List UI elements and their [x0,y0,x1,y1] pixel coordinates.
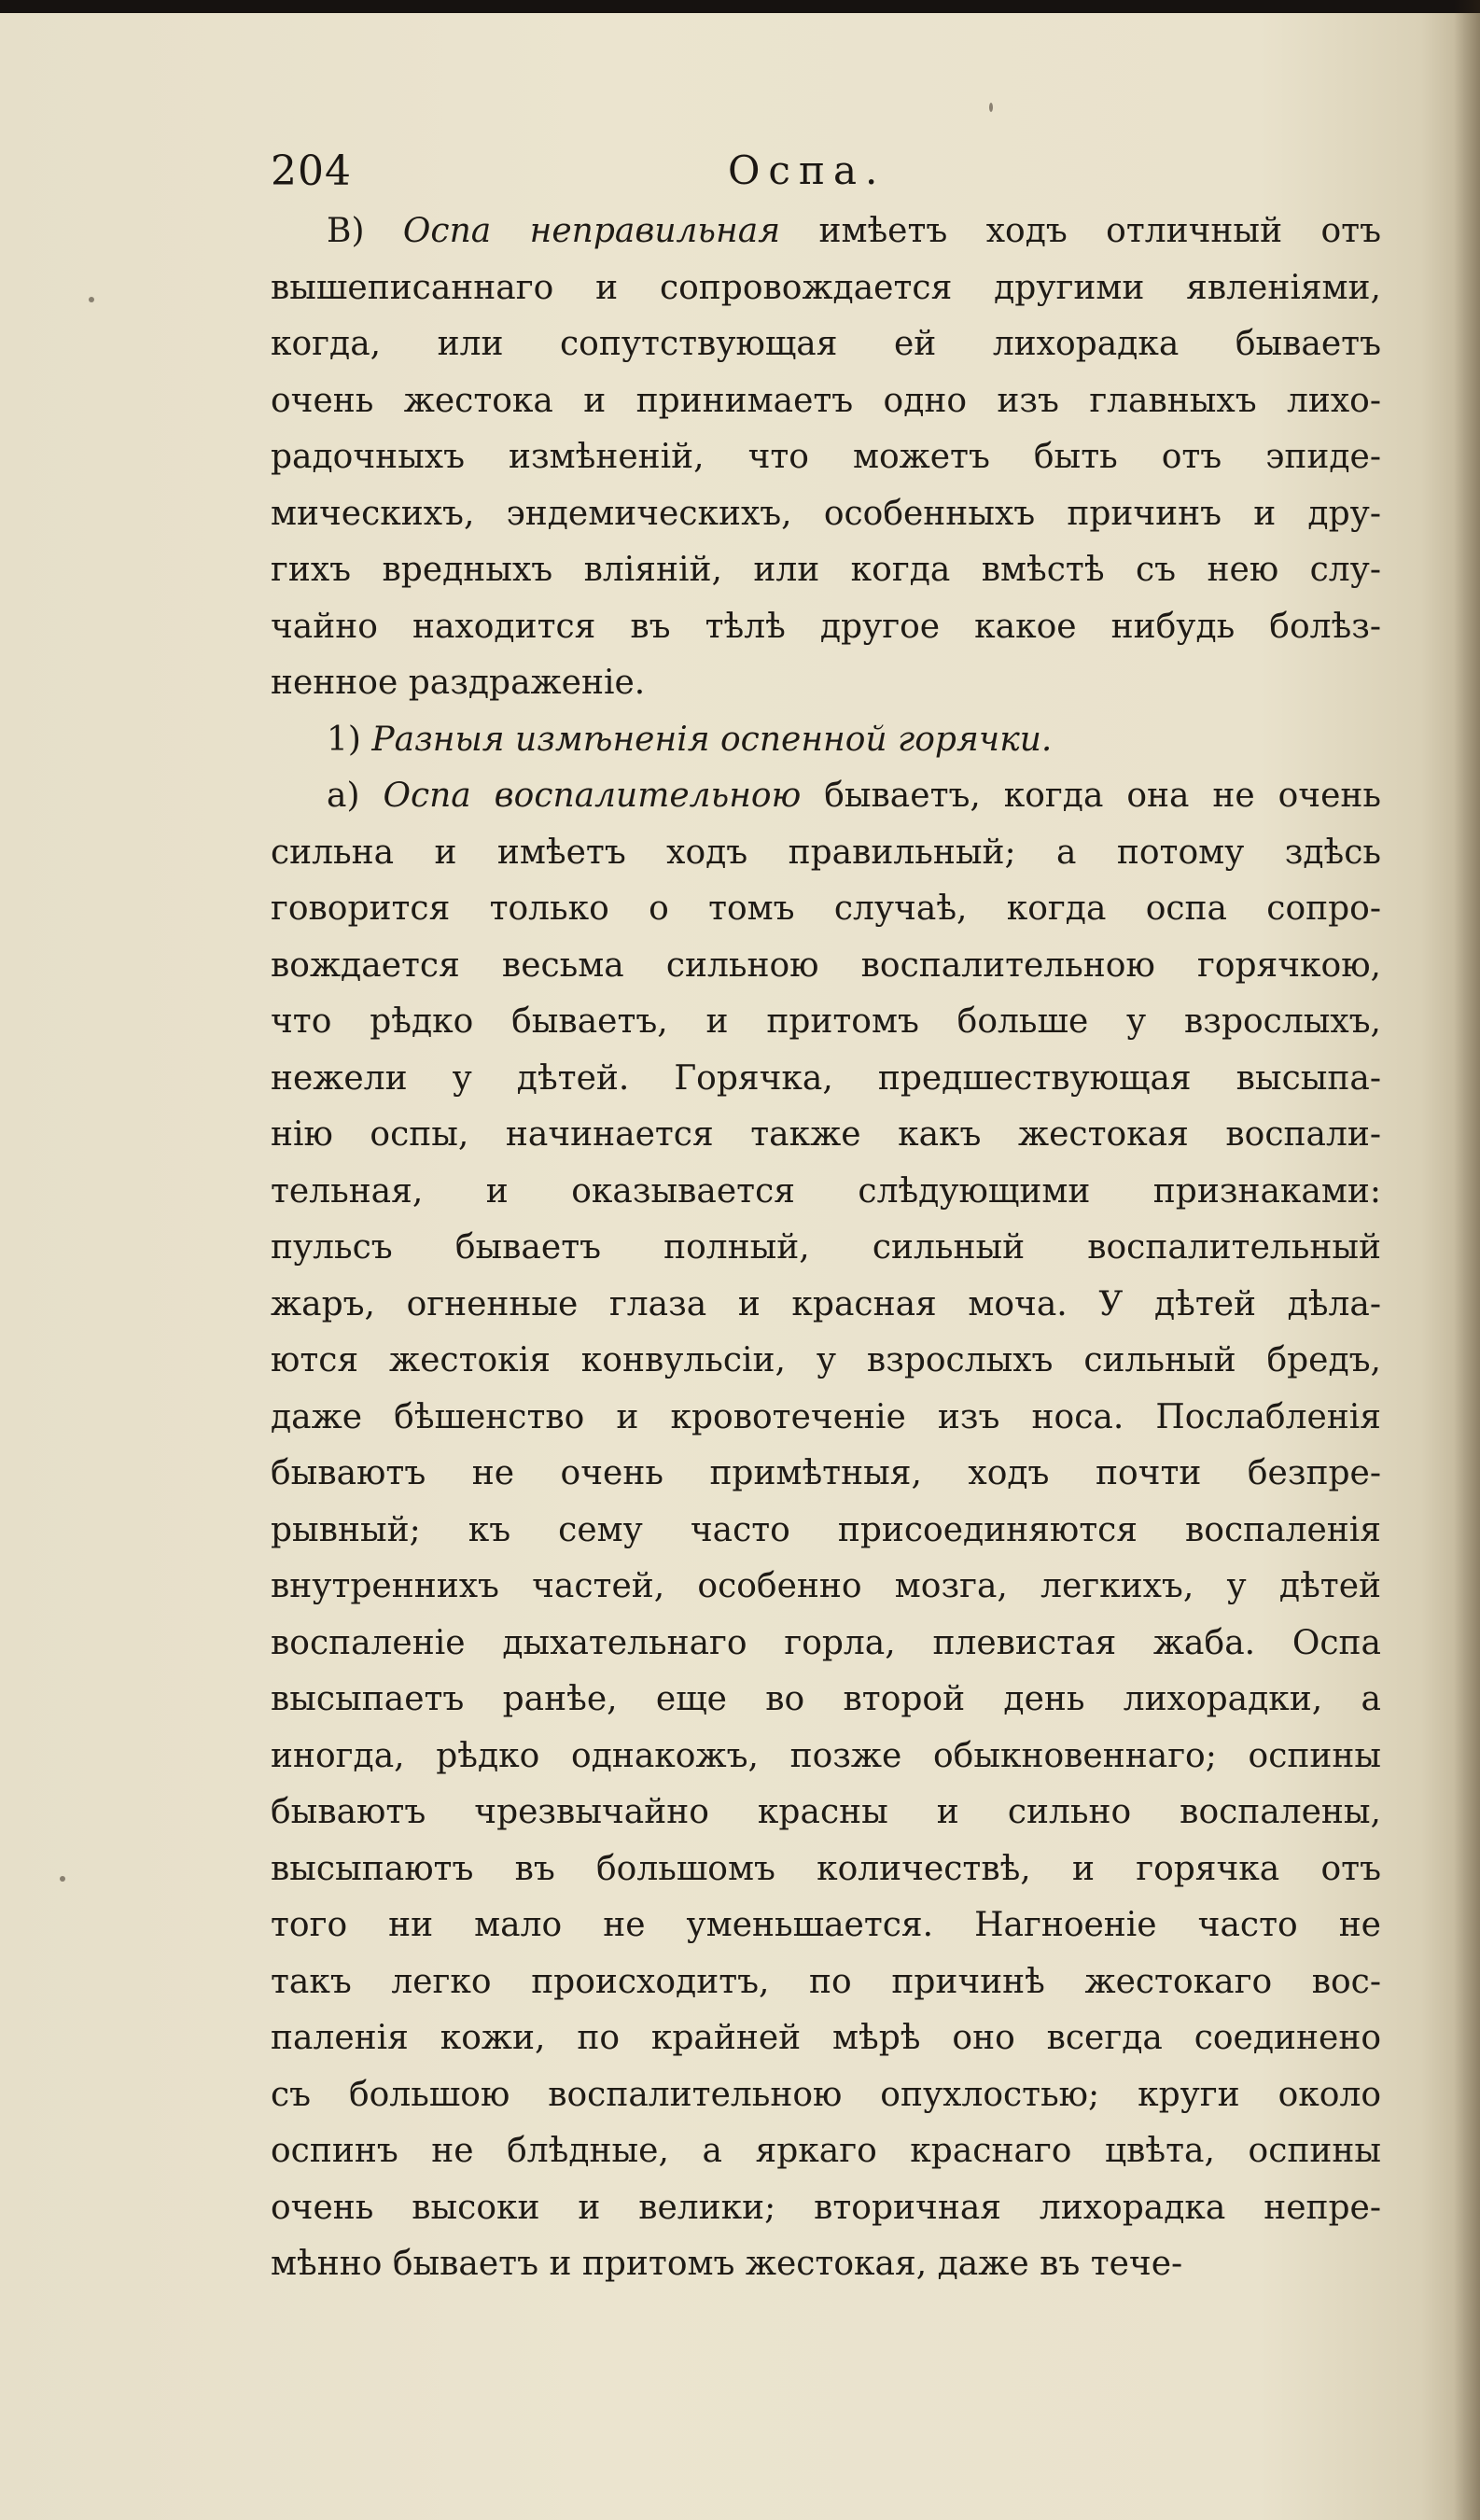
line-text: паленія кожи, по крайней мѣрѣ оно всегда соединено [271,2019,1381,2057]
line-text: когда, или сопутствующая ей лихорадка бываетъ [271,325,1381,363]
line-text: говорится только о томъ случаѣ, когда оспа сопро- [271,889,1381,928]
text-line [271,599,1381,656]
text-line [271,768,1381,825]
subheading-fever-variations [271,712,1381,769]
page-header [0,147,1480,203]
text-line [271,1220,1381,1277]
text-line [271,316,1381,373]
text-line [271,486,1381,543]
line-text: нежели у дѣтей. Горячка, предшествующая высыпа- [271,1058,1381,1098]
line-text: ются жестокія конвульсіи, у взрослыхъ сильный бредъ, [271,1341,1381,1379]
line-text: радочныхъ измѣненій, что можетъ быть отъ эпиде- [271,438,1381,476]
text-line [271,1559,1381,1616]
line-prefix: B) [327,212,403,250]
line-text: что рѣдко бываетъ, и притомъ больше у взрослыхъ, [271,1002,1381,1041]
line-text: того ни мало не уменьшается. Нагноеніе часто не [271,1906,1381,1944]
text-line [271,1164,1381,1221]
text-line [271,2236,1381,2293]
text-line [271,994,1381,1051]
page-edge-shadow [1454,0,1480,2520]
line-text: жаръ, огненные глаза и красная моча. У дѣтей дѣла- [271,1284,1381,1323]
ink-mark [989,103,993,112]
text-line [271,938,1381,995]
text-line [271,429,1381,486]
line-text: даже бѣшенство и кровотеченіе изъ носа. Послабленія [271,1397,1381,1436]
page-number: 204 [271,147,352,195]
ink-speck [60,1876,65,1882]
text-line [271,2067,1381,2124]
line-text: мическихъ, эндемическихъ, особенныхъ причинъ и дру- [271,494,1381,533]
line-text: очень жестока и принимаетъ одно изъ главныхъ лихо- [271,381,1381,420]
text-line [271,1954,1381,2011]
line-text: такъ легко происходитъ, по причинѣ жестокаго вос- [271,1962,1381,2001]
text-line [271,1729,1381,1785]
line-text: тельная, и оказывается слѣдующими признаками: [271,1171,1381,1211]
text-line [271,373,1381,430]
line-text: чайно находится въ тѣлѣ другое какое нибудь болѣз- [271,607,1381,646]
line-text: пульсъ бываетъ полный, сильный воспалительный [271,1228,1381,1267]
italic-term: Оспа неправильная [402,212,781,250]
text-line [271,1503,1381,1560]
line-text: бываютъ не очень примѣтныя, ходъ почти безпре- [271,1454,1381,1492]
line-text: гихъ вредныхъ вліяній, или когда вмѣстѣ съ нею слу- [271,551,1381,589]
text-line [271,2180,1381,2237]
line-text: высыпаютъ въ большомъ количествѣ, и горячка отъ [271,1849,1381,1888]
line-text: высыпаетъ ранѣе, еще во второй день лихорадки, а [271,1680,1381,1718]
ink-speck [89,297,94,302]
line-text: нію оспы, начинается также какъ жестокая воспали- [271,1115,1381,1154]
text-line [271,1051,1381,1108]
line-text: вождается весьма сильною воспалительною горячкою, [271,945,1381,985]
paragraph-irregular-smallpox [271,203,1381,712]
text-line [271,2010,1381,2067]
text-line [271,542,1381,599]
text-line [271,881,1381,938]
scan-top-border [0,0,1480,13]
text-line [271,1672,1381,1729]
line-text: съ большою воспалительною опухлостью; круги около [271,2075,1381,2114]
text-line [271,260,1381,317]
body-text [271,203,1381,2293]
text-line [271,1897,1381,1954]
italic-term: Разныя измѣненія оспенной горячки. [371,720,1053,759]
text-line [271,203,1381,260]
line-text: ненное раздраженіе. [271,664,646,702]
text-line [271,825,1381,882]
line-text: рывный; къ сему часто присоединяются воспаленія [271,1510,1381,1549]
running-head: Оспа. [728,147,887,193]
text-line [271,655,1381,712]
line-prefix: 1) [327,720,372,759]
line-text: мѣнно бываетъ и притомъ жестокая, даже въ тече- [271,2245,1183,2283]
line-text: сильна и имѣетъ ходъ правильный; а потому здѣсь [271,833,1381,872]
text-line [271,1841,1381,1898]
line-text: иногда, рѣдко однакожъ, позже обыкновеннаго; оспины [271,1736,1381,1775]
line-text: оспинъ не блѣдные, а яркаго краснаго цвѣта, оспины [271,2132,1381,2170]
text-line [271,2123,1381,2180]
line-text: бываетъ, когда она не очень [801,777,1382,815]
text-line [271,1785,1381,1841]
text-line [271,1390,1381,1447]
line-text: внутреннихъ частей, особенно мозга, легкихъ, у дѣтей [271,1567,1381,1605]
line-text: воспаленіе дыхательнаго горла, плевистая жаба. Оспа [271,1623,1381,1662]
text-line [271,1333,1381,1390]
text-line [271,1446,1381,1503]
text-line [271,1616,1381,1673]
paragraph-inflammatory-smallpox [271,768,1381,2293]
line-text: вышеписаннаго и сопровождается другими явленіями, [271,268,1381,307]
text-line [271,1107,1381,1164]
line-text: бываютъ чрезвычайно красны и сильно воспалены, [271,1793,1381,1831]
line-text: очень высоки и велики; вторичная лихорадка непре- [271,2188,1381,2227]
line-text: имѣетъ ходъ отличный отъ [780,212,1381,250]
text-line [271,712,1381,769]
text-line [271,1277,1381,1334]
italic-term: Оспа воспалительною [383,777,802,815]
line-prefix: a) [327,777,384,815]
